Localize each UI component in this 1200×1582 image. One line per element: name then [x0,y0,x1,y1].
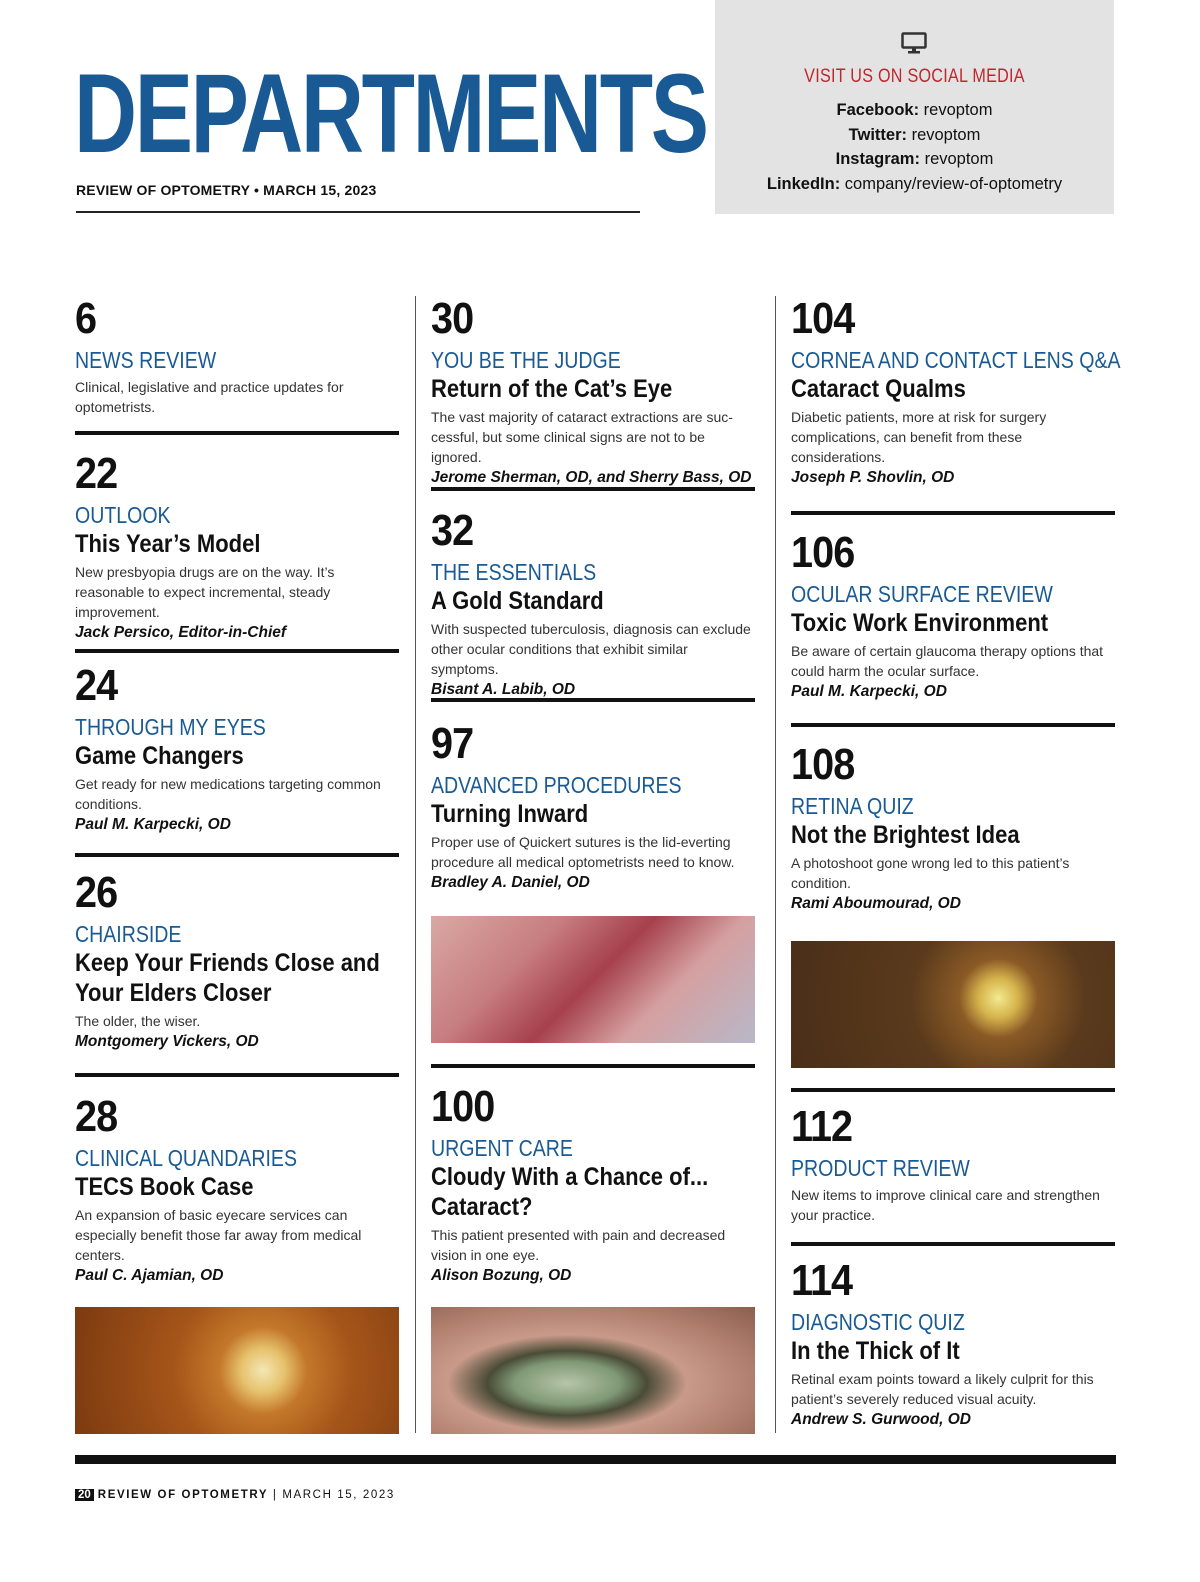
eyelid-surgery-photo [431,916,755,1043]
social-network-label: Twitter: [848,125,907,144]
toc-entry-diagnostic-quiz[interactable] [791,1258,1115,1431]
entry-author: Bisant A. Labib, OD [431,681,576,698]
social-list [715,98,1114,196]
optic-disc-photo [75,1307,399,1434]
entry-description: Clinical, legislative and practice updates for optometrists. [75,379,344,415]
entry-headline: Toxic Work Environment [791,609,1049,637]
social-linkedin [715,172,1114,197]
entry-description: Get ready for new medications targeting common conditions. [75,776,381,812]
entry-author: Paul M. Karpecki, OD [791,683,947,700]
department-name: URGENT CARE [431,1135,573,1161]
entry-description: Proper use of Quickert sutures is the lid-everting procedure all medical optometrists need to know. [431,834,735,870]
entry-headline: Cataract Qualms [791,375,966,403]
entry-description: New presbyopia drugs are on the way. It’s reasonable to expect incremental, steady improvement. [75,564,335,620]
social-handle[interactable]: revoptom [924,150,994,168]
page-number: 104 [791,294,855,343]
entry-description: Be aware of certain glaucoma therapy options that could harm the ocular surface. [791,643,1104,679]
department-name: RETINA QUIZ [791,793,914,819]
toc-entry-news-review[interactable] [75,296,399,417]
cataract-eye-photo [431,1307,755,1434]
social-instagram [715,147,1114,172]
entry-author: Joseph P. Shovlin, OD [791,469,955,486]
footer-date: MARCH 15, 2023 [282,1489,395,1501]
department-name: PRODUCT REVIEW [791,1155,970,1181]
entry-divider [431,487,755,491]
social-media-box [715,0,1114,214]
entry-author: Montgomery Vickers, OD [75,1033,259,1050]
toc-entry-you-be-the-judge[interactable] [431,296,755,489]
entry-headline: Turning Inward [431,800,589,828]
toc-entry-through-my-eyes[interactable] [75,663,399,836]
footer-separator: | [272,1489,278,1501]
entry-author: Rami Aboumourad, OD [791,895,961,912]
entry-divider [791,723,1115,727]
entry-headline: A Gold Standard [431,587,604,615]
page-number: 112 [791,1102,853,1151]
toc-entry-product-review[interactable] [791,1104,1115,1225]
social-heading: VISIT US ON SOCIAL MEDIA [804,66,1025,87]
column-divider [415,296,416,1433]
entry-author: Jack Persico, Editor-in-Chief [75,624,287,641]
entry-divider [431,1064,755,1068]
social-twitter [715,123,1114,148]
department-name: CHAIRSIDE [75,921,182,947]
department-name: THE ESSENTIALS [431,559,597,585]
entry-description: New items to improve clinical care and strengthen your practice. [791,1187,1100,1223]
department-name: YOU BE THE JUDGE [431,347,621,373]
page-title: DEPARTMENTS [74,51,707,176]
entry-description: With suspected tuberculosis, diagnosis can exclude other ocular conditions that exhibit similar symptoms. [431,621,751,677]
social-handle[interactable]: company/review-of-optometry [844,174,1063,193]
toc-entry-advanced-procedures[interactable] [431,721,755,894]
monitor-icon [901,32,927,54]
entry-description: Retinal exam points toward a likely culprit for this patient’s severely reduced visual acuity. [791,1371,1094,1407]
entry-divider [791,1242,1115,1246]
page-number: 108 [791,740,855,789]
entry-headline: Cloudy With a Chance of... Cataract? [431,1163,709,1221]
department-name: ADVANCED PROCEDURES [431,772,682,798]
page-footer [75,1489,395,1501]
entry-headline: Keep Your Friends Close and Your Elders Closer [75,949,380,1007]
page-number: 26 [75,868,118,917]
page-number: 24 [75,661,118,710]
department-name: OCULAR SURFACE REVIEW [791,581,1053,607]
department-name: NEWS REVIEW [75,347,217,373]
entry-author: Paul C. Ajamian, OD [75,1267,224,1284]
toc-entry-retina-quiz[interactable] [791,742,1115,915]
social-network-label: Facebook: [836,101,920,119]
entry-description: This patient presented with pain and decreased vision in one eye. [431,1227,726,1263]
department-name: CORNEA AND CONTACT LENS Q&A [791,347,1121,373]
department-name: DIAGNOSTIC QUIZ [791,1309,965,1335]
toc-entry-ocular-surface-review[interactable] [791,530,1115,703]
entry-divider [75,853,399,857]
toc-entry-chairside[interactable] [75,870,399,1053]
toc-entry-urgent-care[interactable] [431,1084,755,1287]
entry-description: The vast majority of cataract extractions are suc-cessful, but some clinical signs are not to be ignored. [431,409,733,465]
entry-author: Jerome Sherman, OD, and Sherry Bass, OD [431,469,752,486]
social-handle[interactable]: revoptom [923,101,993,119]
page-number: 28 [75,1092,118,1141]
entry-headline: TECS Book Case [75,1173,254,1201]
entry-author: Paul M. Karpecki, OD [75,816,231,833]
entry-description: Diabetic patients, more at risk for surgery complications, can benefit from these considerations. [791,409,1047,465]
toc-entry-the-essentials[interactable] [431,508,755,701]
entry-divider [75,431,399,435]
toc-entry-cornea-contact-lens[interactable] [791,294,1121,489]
title-underline [76,211,640,213]
entry-headline: Return of the Cat’s Eye [431,375,673,403]
toc-entry-outlook[interactable] [75,451,399,644]
page-number: 6 [75,294,97,343]
page-number: 100 [431,1082,495,1131]
toc-entry-clinical-quandaries[interactable] [75,1094,399,1287]
entry-divider [791,1088,1115,1092]
social-network-label: LinkedIn: [766,174,841,193]
social-handle[interactable]: revoptom [911,125,981,144]
page-number: 22 [75,449,118,498]
entry-headline: In the Thick of It [791,1337,960,1365]
entry-divider [791,511,1115,515]
entry-author: Andrew S. Gurwood, OD [791,1411,971,1428]
folio-number: 20 [75,1489,94,1501]
social-facebook [715,98,1114,123]
entry-description: An expansion of basic eyecare services can especially benefit those far away from medical centers. [75,1207,362,1263]
entry-description: A photoshoot gone wrong led to this patient’s condition. [791,855,1070,891]
entry-author: Bradley A. Daniel, OD [431,874,590,891]
page-number: 97 [431,719,474,768]
entry-headline: Game Changers [75,742,244,770]
page-number: 114 [791,1256,853,1305]
page-number: 106 [791,528,855,577]
issue-line: REVIEW OF OPTOMETRY • MARCH 15, 2023 [76,182,377,198]
entry-divider [75,1073,399,1077]
entry-headline: This Year’s Model [75,530,261,558]
entry-divider [431,698,755,702]
page-number: 30 [431,294,474,343]
department-name: THROUGH MY EYES [75,714,266,740]
page-number: 32 [431,506,474,555]
entry-divider [75,649,399,653]
entry-author: Alison Bozung, OD [431,1267,572,1284]
column-divider [775,296,776,1433]
bottom-rule [75,1455,1116,1464]
entry-description: The older, the wiser. [75,1013,201,1029]
social-network-label: Instagram: [835,150,920,168]
department-name: CLINICAL QUANDARIES [75,1145,297,1171]
retina-photo [791,941,1115,1068]
footer-publication: REVIEW OF OPTOMETRY [97,1489,269,1501]
entry-headline: Not the Brightest Idea [791,821,1020,849]
department-name: OUTLOOK [75,502,171,528]
